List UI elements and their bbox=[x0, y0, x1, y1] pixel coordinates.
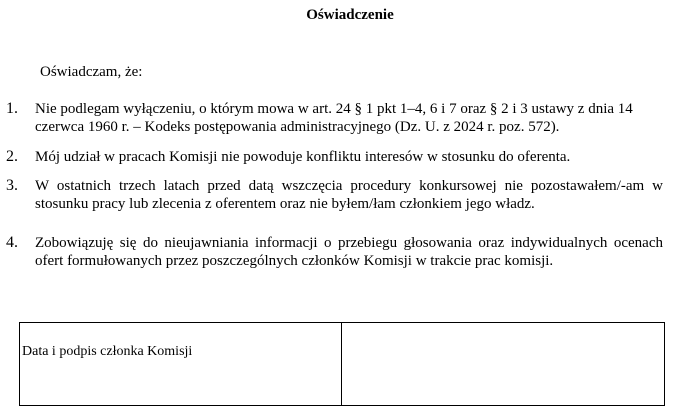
intro-text: Oświadczam, że: bbox=[40, 64, 143, 80]
statement-number: 4. bbox=[6, 234, 18, 251]
statement-text: Mój udział w pracach Komisji nie powoduje konfliktu interesów w stosunku do oferenta. bbox=[35, 149, 571, 165]
signature-label: Data i podpis członka Komisji bbox=[22, 344, 193, 359]
statement-text: Zobowiązuję się do nieujawniania informacji o przebiegu głosowania oraz indywidualnych ocenach ofert formułowanych przez poszczególnych członków Komisji w trakcie prac komisji. bbox=[35, 235, 663, 269]
statement-text: W ostatnich trzech latach przed datą wszczęcia procedury konkursowej nie pozostawałem/-am w stosunku pracy lub zlecenia z oferentem oraz nie byłem/łam członkiem jego władz. bbox=[35, 178, 663, 212]
statement-number: 3. bbox=[6, 177, 18, 194]
signature-table bbox=[19, 322, 665, 406]
statement-number: 2. bbox=[6, 148, 18, 165]
document-title: Oświadczenie bbox=[306, 7, 394, 23]
statement-text: Nie podlegam wyłączeniu, o którym mowa w art. 24 § 1 pkt 1–4, 6 i 7 oraz § 2 i 3 ustawy z dnia 14 czerwca 1960 r. – Kodeks postępowania administracyjnego (Dz. U. z 2024 r. poz. 572). bbox=[35, 101, 633, 135]
signature-field[interactable] bbox=[342, 323, 664, 405]
statement-number: 1. bbox=[6, 100, 18, 117]
